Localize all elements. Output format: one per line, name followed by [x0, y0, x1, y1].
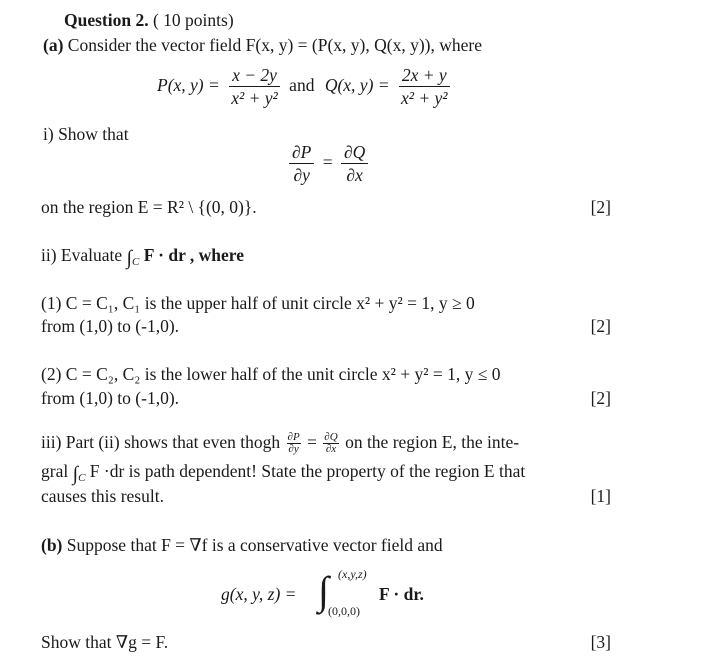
question-title: Question 2.	[64, 10, 149, 30]
dx: ∂x	[346, 165, 363, 186]
p-lhs: P(x, y) =	[157, 74, 220, 95]
iii-line2-pre: gral	[41, 461, 69, 481]
g-lhs: g(x, y, z) =	[221, 584, 297, 604]
iii-dy: ∂y	[288, 443, 299, 456]
iii-eq: =	[307, 432, 317, 452]
part-b-label: (b)	[41, 535, 63, 555]
partial-equation	[285, 143, 372, 185]
equals-sign: =	[322, 151, 333, 172]
dq-dx-fraction	[341, 143, 368, 185]
pq-definition	[157, 66, 455, 108]
part-ii-label: ii) Evaluate	[41, 245, 123, 265]
q-denominator: x² + y²	[400, 88, 448, 109]
show-that-b: Show that ∇g = F.	[41, 632, 169, 652]
iii-integral-sub-c: C	[78, 472, 86, 484]
integral-sign-b: ∫	[318, 568, 329, 613]
iii-dq-dx	[323, 432, 338, 455]
c1-line2: from (1,0) to (-1,0).	[41, 316, 180, 336]
part-a-intro	[43, 35, 482, 57]
iii-line2	[41, 461, 525, 487]
part-a-intro-text: Consider the vector field F(x, y) = (P(x, y), Q(x, y)), where	[67, 35, 482, 55]
c2-line1: (2) C = C₂, C₂ is the lower half of the unit circle x² + y² = 1, y ≤ 0	[41, 364, 501, 384]
q-fraction	[398, 66, 451, 108]
part-b-intro-text: Suppose that F = ∇f is a conservative vector field and	[66, 535, 443, 555]
iii-dq: ∂Q	[324, 431, 338, 444]
p-denominator: x² + y²	[231, 88, 278, 109]
upper-limit: (x,y,z)	[338, 567, 367, 581]
and-word: and	[289, 74, 315, 95]
iii-pre: iii) Part (ii) shows that even thogh	[41, 432, 281, 452]
question-points: ( 10 points)	[152, 10, 234, 30]
q-lhs: Q(x, y) =	[324, 74, 390, 95]
iii-dx: ∂x	[325, 443, 337, 456]
iii-line2-post: F ·dr is path dependent! State the property of the region E that	[89, 461, 526, 481]
iii-post: on the region E, the inte-	[345, 432, 520, 452]
part-a-label: (a)	[43, 35, 64, 55]
c2-marks: [2]	[590, 388, 611, 408]
part-ii-line	[41, 245, 244, 271]
iii-line3: causes this result.	[41, 486, 164, 506]
integral-sign-iii: ∫	[72, 463, 79, 485]
question-header	[64, 10, 234, 32]
part-b-marks: [3]	[590, 632, 611, 652]
iii-line1	[41, 432, 519, 455]
c1-marks: [2]	[590, 316, 611, 336]
part-ii-integrand: F · dr , where	[143, 245, 245, 265]
region-text: on the region E = R² \ {(0, 0)}.	[41, 197, 257, 217]
lower-limit: (0,0,0)	[328, 604, 360, 618]
dq: ∂Q	[341, 143, 368, 164]
dy: ∂y	[293, 165, 310, 186]
c2-line2: from (1,0) to (-1,0).	[41, 388, 180, 408]
part-b-intro	[41, 535, 443, 557]
q-numerator: 2x + y	[399, 66, 450, 87]
p-numerator: x − 2y	[229, 66, 280, 87]
integral-sign-ii: ∫	[126, 247, 133, 269]
b-integrand: F · dr.	[379, 584, 424, 604]
p-fraction	[228, 66, 281, 108]
iii-marks: [1]	[590, 486, 611, 506]
integral-sub-c: C	[132, 256, 140, 268]
part-i-label: i) Show that	[43, 124, 129, 144]
iii-dp-dy	[287, 432, 301, 455]
c1-line1: (1) C = C₁, C₁ is the upper half of unit circle x² + y² = 1, y ≥ 0	[41, 293, 475, 313]
part-i-marks: [2]	[590, 197, 611, 217]
dp: ∂P	[289, 143, 314, 164]
iii-dp: ∂P	[287, 431, 300, 444]
dp-dy-fraction	[289, 143, 314, 185]
